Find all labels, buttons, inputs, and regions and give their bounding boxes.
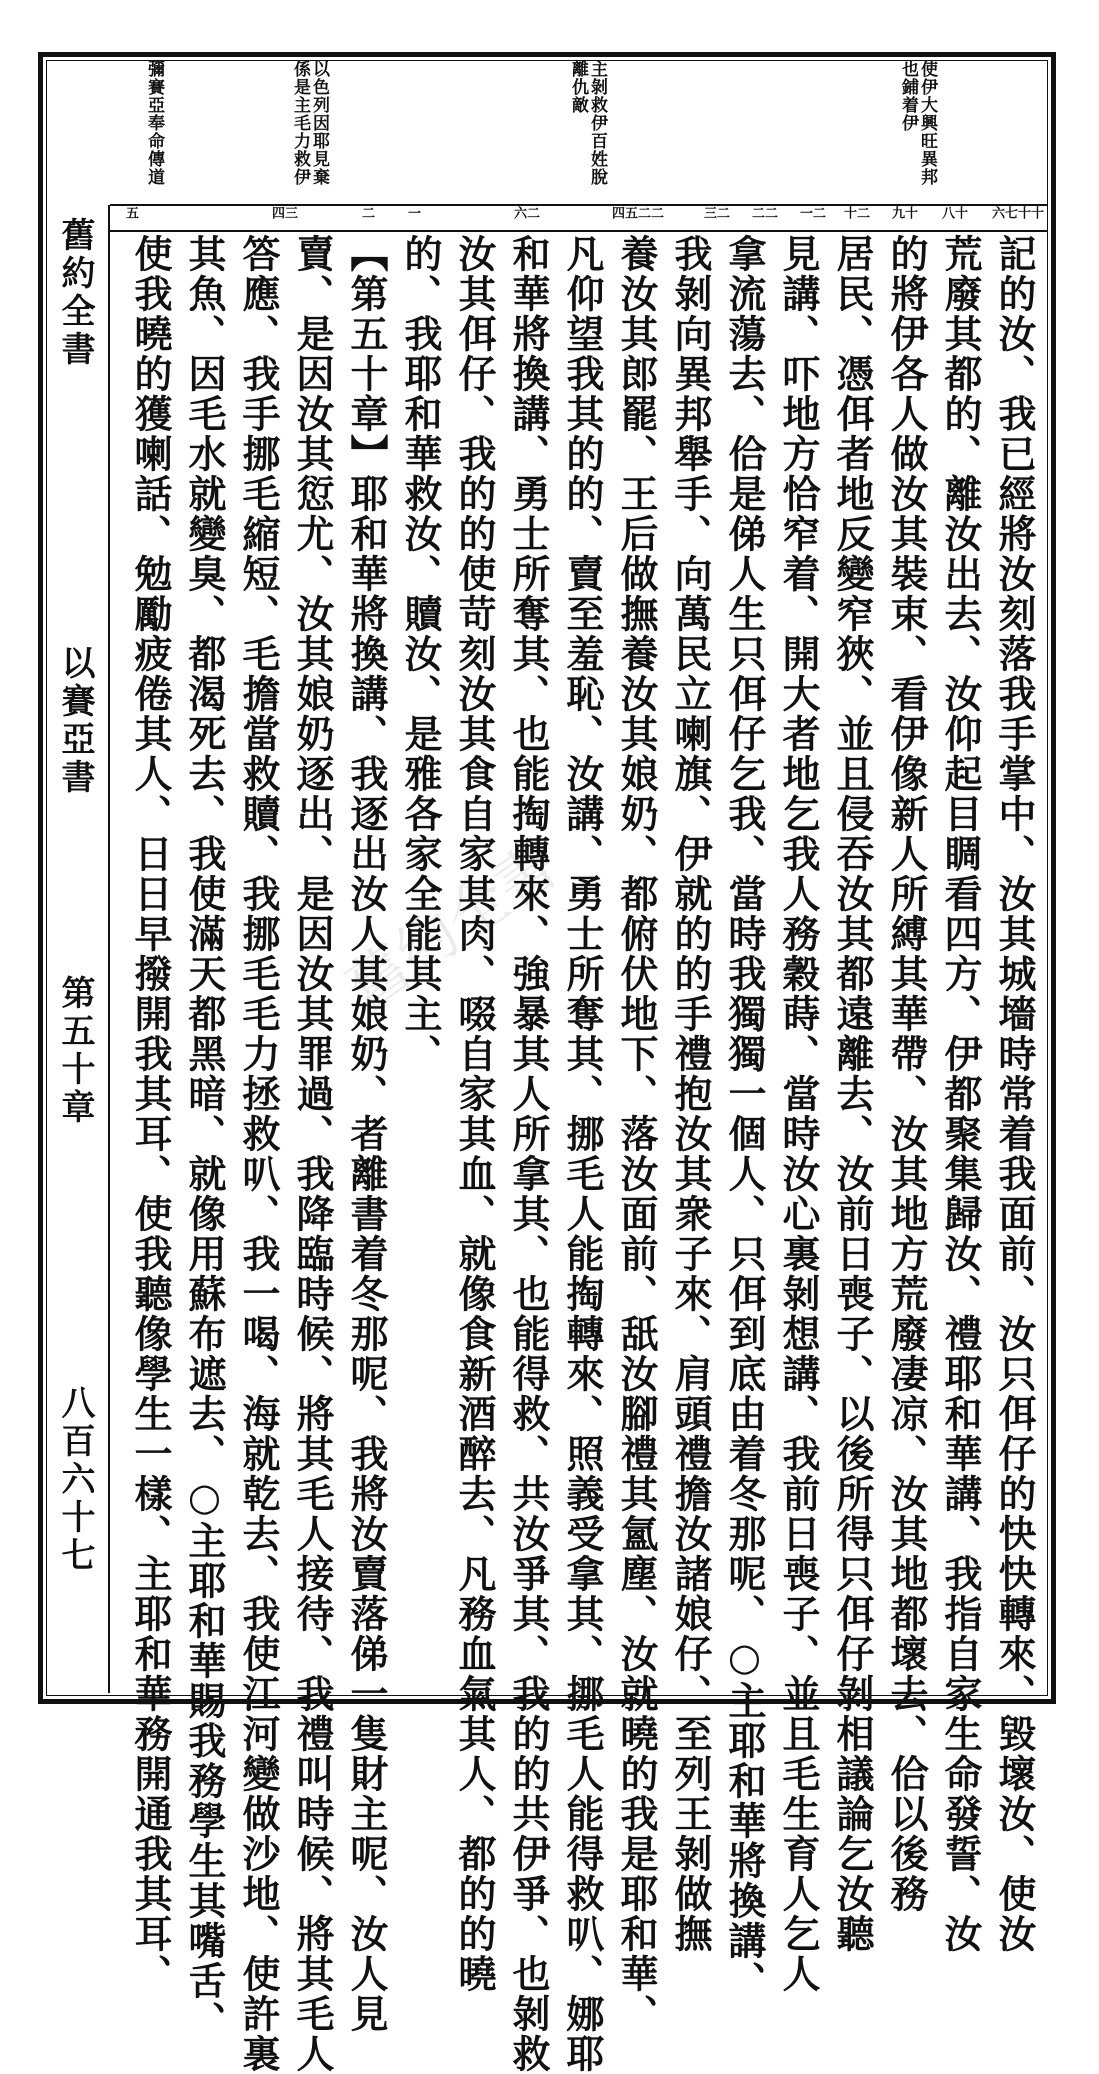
- text-column: 答應、我手挪毛縮短、毛擔當救贖、我挪毛毛力拯救叭、我一喝、海就乾去、我使江河變做沙地、使許裏: [236, 234, 281, 2074]
- verse-number: 五: [123, 206, 138, 219]
- verse-number: 二二五四: [609, 206, 663, 219]
- verse-number: 二十: [841, 206, 869, 219]
- text-column: 其魚、因毛水就變臭、都渴死去、我使滿天都黑暗、就像用蘇布遮去、○主耶和華賜我務學生其嘴舌、: [182, 234, 227, 2041]
- text-column: 汝其佴仔、我的的使苛刻汝其食自家其肉、啜自家其血、就像食新酒醉去、凡務血氣其人、都的的曉: [452, 234, 497, 1994]
- header-notes: [110, 60, 1048, 206]
- text-column: 我剝向異邦舉手、向萬民立喇旗、伊就的的手禮抱汝其衆子來、肩頭禮擔汝諸娘仔、至列王剝做撫: [668, 234, 713, 1954]
- text-column: 荒廢其都的、離汝出去、汝仰起目睭看四方、伊都聚集歸汝、禮耶和華講、我指自家生命發誓、汝: [938, 234, 983, 1954]
- header-note-1: 使伊大興旺異邦也鋪着伊: [898, 60, 937, 186]
- page-number: 八百六十七: [55, 1385, 95, 1575]
- verse-number: 二六: [511, 206, 539, 219]
- text-column: 記的汝、我已經將汝刻落我手掌中、汝其城墻時常着我面前、汝只佴仔的快快轉來、毀壞汝、使汝: [992, 234, 1037, 1954]
- verse-number: 十九: [889, 206, 917, 219]
- verse-number: 十八: [939, 206, 967, 219]
- header-note-3: 以色列因耶見棄係是主毛力救伊: [290, 60, 329, 186]
- body-text: [112, 234, 1046, 2074]
- verse-number-row: [110, 204, 1048, 232]
- verse-number: 二一: [797, 206, 825, 219]
- book-title: 以賽亞書: [55, 645, 95, 797]
- text-column: 【第五十章】耶和華將換講、我逐出汝人其娘奶、者離書着冬那呢、我將汝賣落俤一隻財主呢、汝人見: [344, 234, 389, 2034]
- text-column: 的、我耶和華救汝、贖汝、是雅各家全能其主、: [398, 234, 443, 1074]
- side-margin: [46, 205, 110, 1693]
- verse-number: 一: [405, 206, 420, 219]
- text-column: 和華將換講、勇士所奪其、也能掏轉來、強暴其人所拿其、也能得救、共汝爭其、我的的共伊爭、也剝救: [506, 234, 551, 2074]
- book-collection-title: 舊約全書: [55, 217, 95, 369]
- text-column: 養汝其郎罷、王后做撫養汝其娘奶、都俯伏地下、落汝面前、舐汝腳禮其氳塵、汝就曉的我是耶和華、: [614, 234, 659, 2034]
- chapter-label: 第五十章: [55, 975, 95, 1127]
- verse-number: 十十七六: [989, 206, 1043, 219]
- text-column: 拿流蕩去、佮是俤人生只佴仔乞我、當時我獨獨一個人、只佴到底由着冬那呢、○主耶和華將換講、: [722, 234, 767, 2001]
- verse-number: 二三: [701, 206, 729, 219]
- text-column: 凡仰望我其的的、賣至羞恥、汝講、勇士所奪其、挪毛人能掏轉來、照義受拿其、挪毛人能得救叭、娜耶: [560, 234, 605, 2074]
- verse-number: 二: [359, 206, 374, 219]
- verse-number: 二二: [749, 206, 777, 219]
- text-column: 的將伊各人做汝其裝束、看伊像新人所縛其華帶、汝其地方荒廢凄凉、汝其地都壞去、佮以後務: [884, 234, 929, 1914]
- text-column: 賣、是因汝其愆尤、汝其娘奶逐出、是因汝其罪過、我降臨時候、將其毛人接待、我禮叫時候、將其毛人: [290, 234, 335, 2074]
- watermark: 舊約全書: [334, 829, 572, 1025]
- text-column: 居民、憑佴者地反變窄狹、並且侵吞汝其都遠離去、汝前日喪子、以後所得只佴仔剝相議論乞汝聽: [830, 234, 875, 1954]
- text-column: 使我曉的獲喇話、勉勵疲倦其人、日日早撥開我其耳、使我聽像學生一樣、主耶和華務開通我其耳、: [128, 234, 173, 1994]
- header-note-2: 主剝救伊百姓脫離仇敵: [568, 60, 607, 186]
- text-column: 見講、吓地方恰窄着、開大者地乞我人務穀蒔、當時汝心裏剝想講、我前日喪子、並且毛生育人乞人: [776, 234, 821, 1994]
- header-note-4: 彌賽亞奉命傳道: [144, 60, 164, 186]
- verse-number: 三四: [269, 206, 297, 219]
